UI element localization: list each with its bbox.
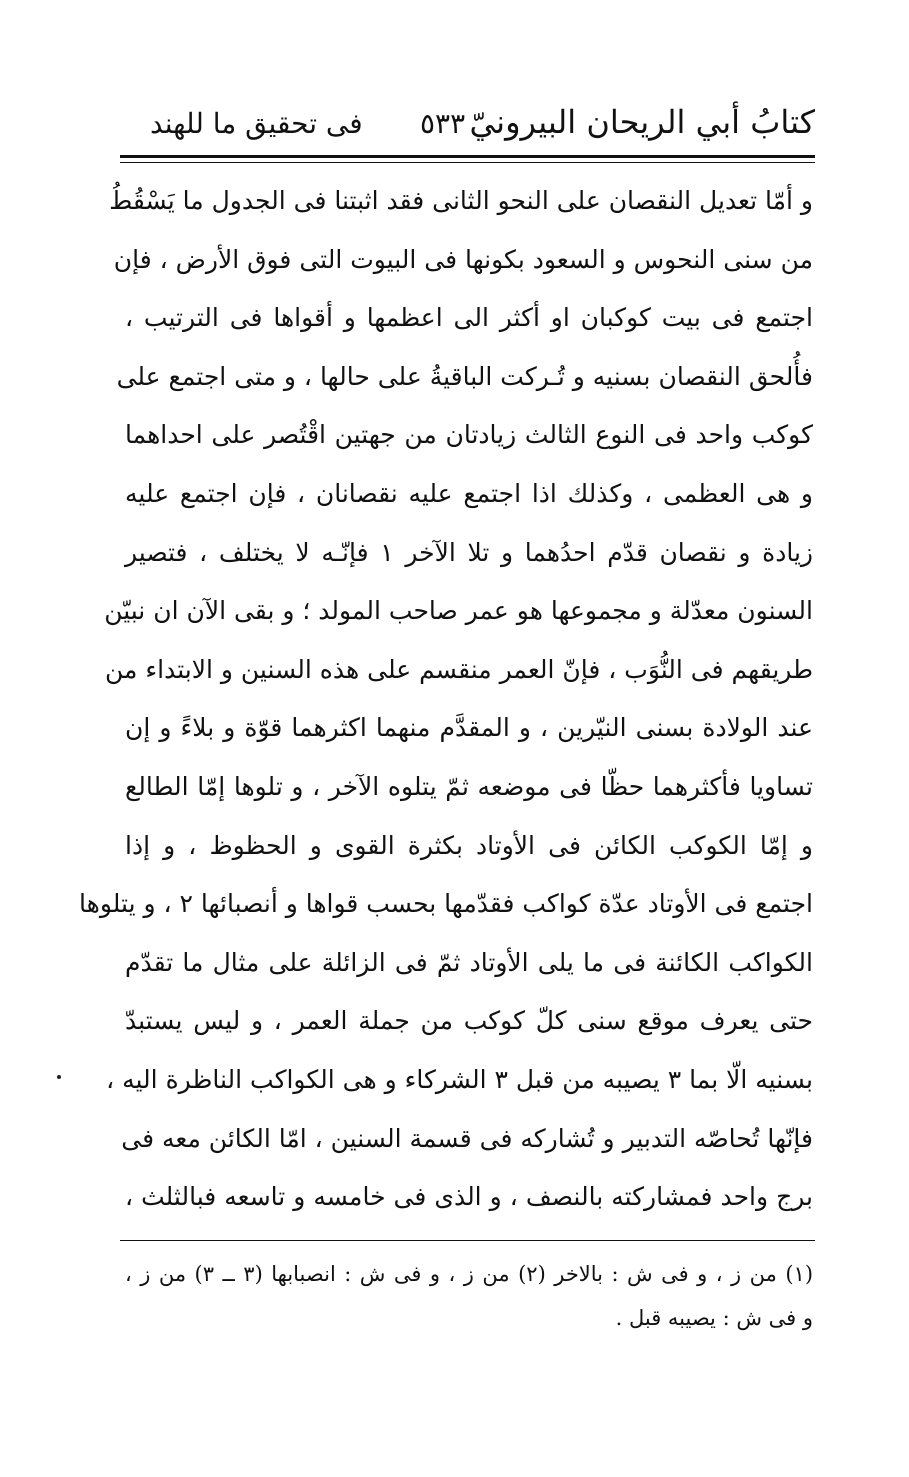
text-line: طريقهم فى النُّوَب ، فإنّ العمر منقسم على هذه السنين و الابتداء من xyxy=(105,654,813,684)
text-line: الكواكب الكائنة فى ما يلى الأوتاد ثمّ فى الزائلة على مثال ما تقدّم xyxy=(125,947,813,977)
text-line: من سنى النحوس و السعود بكونها فى البيوت التى فوق الأرض ، فإن xyxy=(113,244,813,274)
text-line: حتى يعرف موقع سنى كلّ كوكب من جملة العمر ، و ليس يستبدّ xyxy=(125,1006,813,1036)
text-line: فأُلحق النقصان بسنيه و تُـركت الباقيةُ على حالها ، و متى اجتمع على xyxy=(116,361,813,391)
header-rule-thick xyxy=(120,155,815,158)
footnotes xyxy=(125,1252,813,1340)
text-line: و هى العظمى ، وكذلك اذا اجتمع عليه نقصانان ، فإن اجتمع عليه xyxy=(125,478,813,508)
header-rule-thin xyxy=(120,162,815,163)
text-line: اجتمع فى الأوتاد عدّة كواكب فقدّمها بحسب قواها و أنصبائها ٢ ، و يتلوها xyxy=(79,889,813,919)
text-line: زيادة و نقصان قدّم احدُهما و تلا الآخر ١ فإنّـه لا يختلف ، فتصير xyxy=(125,537,813,567)
text-line: فإنّها تُحاصّه التدبير و تُشاركه فى قسمة السنين ، امّا الكائن معه فى xyxy=(121,1123,813,1153)
scan-speck xyxy=(57,1075,61,1079)
text-line: برج واحد فمشاركته بالنصف ، و الذى فى خامسه و تاسعه فبالثلث ، xyxy=(125,1182,813,1212)
text-line: بسنيه الّا بما ٣ يصيبه من قبل ٣ الشركاء و هى الكواكب الناظرة اليه ، xyxy=(106,1064,813,1094)
text-line: اجتمع فى بيت كوكبان او أكثر الى اعظمها و أقواها فى الترتيب ، xyxy=(125,303,813,333)
footnote-line: و فى ش : يصيبه قبل . xyxy=(615,1306,813,1330)
running-header xyxy=(120,100,815,150)
text-line: و أمّا تعديل النقصان على النحو الثانى فقد اثبتنا فى الجدول ما يَسْقُطُ xyxy=(109,186,813,215)
text-line: عند الولادة بسنى النيّرين ، و المقدَّم منهما اكثرهما قوّة و بلاءً و إن xyxy=(125,713,813,743)
footnote-rule xyxy=(120,1240,815,1241)
book-subtitle: فى تحقيق ما للهند xyxy=(150,107,363,140)
main-text xyxy=(79,172,813,1227)
book-title: كتابُ أبي الريحان البيرونيّ xyxy=(469,103,815,141)
text-line: و إمّا الكوكب الكائن فى الأوتاد بكثرة القوى و الحظوظ ، و إذا xyxy=(125,830,813,860)
text-line: السنون معدّلة و مجموعها هو عمر صاحب المولد ؛ و بقى الآن ان نبيّن xyxy=(104,596,813,626)
footnote-line: (١) من ز ، و فى ش : بالاخر (٢) من ز ، و فى ش : انصبابها (٣ ــ ٣) من ز ، xyxy=(125,1262,814,1286)
page-number: ٥٣٣ xyxy=(420,107,466,140)
text-line: تساويا فأكثرهما حظّا فى موضعه ثمّ يتلوه الآخر ، و تلوها إمّا الطالع xyxy=(125,771,813,801)
text-line: كوكب واحد فى النوع الثالث زيادتان من جهتين اقْتُصر على احداهما xyxy=(125,420,813,450)
